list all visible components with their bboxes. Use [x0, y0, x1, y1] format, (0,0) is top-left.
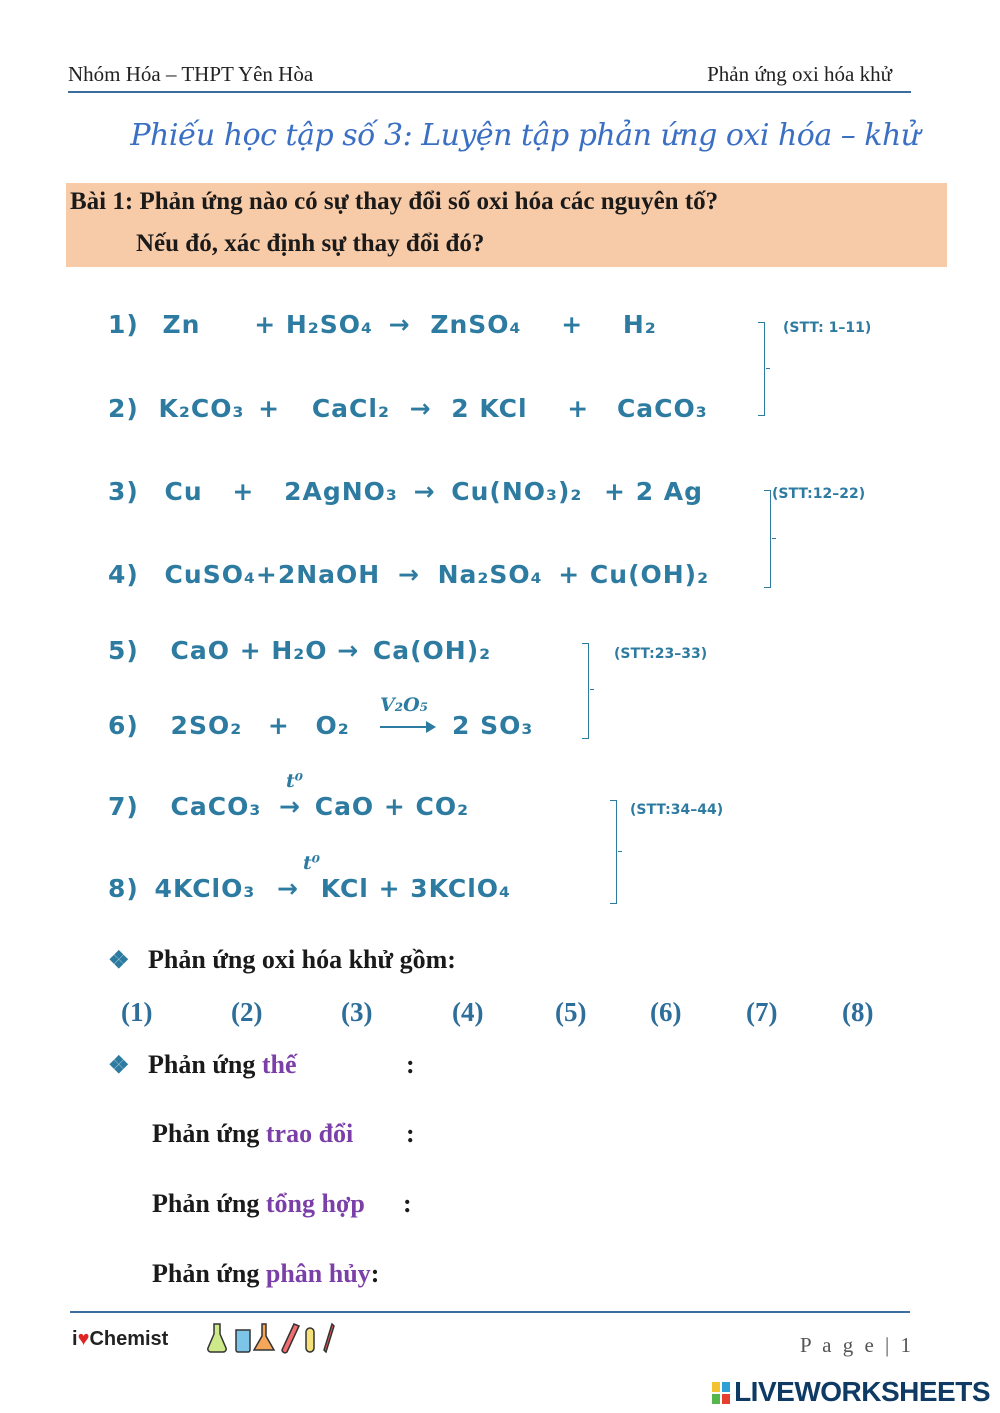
choice-8[interactable]: (8)	[842, 997, 874, 1027]
equation-3	[108, 477, 703, 506]
answer-field-substitution[interactable]	[430, 1052, 910, 1084]
task-line-2: Nếu đó, xác định sự thay đổi đó?	[136, 230, 485, 257]
page-number: P a g e | 1	[800, 1333, 914, 1357]
lab-equipment-icon	[206, 1320, 346, 1356]
reactant: 4KClO₃	[154, 874, 256, 903]
liveworksheets-brand	[712, 1376, 990, 1408]
type-row-synthesis	[152, 1189, 365, 1219]
logo-text: Chemist	[89, 1328, 169, 1350]
group-label-4: (STT:34–44)	[630, 802, 724, 818]
plus-sign: +	[267, 711, 290, 740]
product: Cu(NO₃)₂	[451, 477, 583, 506]
reactant: CaCl₂	[311, 394, 390, 423]
equation-2	[108, 394, 708, 423]
equation-1	[108, 310, 657, 339]
group-bracket-3	[582, 643, 589, 739]
plus-sign: +	[561, 310, 584, 339]
reactant: K₂CO₃	[158, 394, 245, 423]
reaction-arrow: →	[277, 874, 299, 903]
type-prefix: Phản ứng	[152, 1119, 266, 1148]
heat-label: t⁰	[286, 770, 304, 792]
question-heading	[108, 945, 456, 975]
group-label-1: (STT: 1–11)	[783, 320, 872, 336]
choice-1[interactable]: (1)	[121, 997, 153, 1027]
equation-4	[108, 560, 709, 589]
type-colon: :	[403, 1189, 412, 1218]
choice-3[interactable]: (3)	[341, 997, 373, 1027]
heat-label: t⁰	[303, 852, 321, 874]
product: H₂	[622, 310, 657, 339]
type-keyword: phân hủy	[265, 1259, 371, 1288]
answer-field-exchange[interactable]	[430, 1121, 910, 1153]
equation-number: 8)	[108, 874, 139, 903]
group-label-2: (STT:12–22)	[772, 486, 866, 502]
reaction-arrow	[380, 726, 434, 728]
choice-6[interactable]: (6)	[650, 997, 682, 1027]
logo-prefix: i	[72, 1328, 78, 1350]
choice-4[interactable]: (4)	[452, 997, 484, 1027]
liveworksheets-logo-icon	[712, 1382, 730, 1404]
header-left: Nhóm Hóa – THPT Yên Hòa	[68, 62, 314, 86]
product: + 2 Ag	[604, 477, 704, 506]
product: CaCO₃	[616, 394, 708, 423]
product: CaO + CO₂	[314, 792, 470, 821]
equation-number: 7)	[108, 792, 139, 821]
product: 2 SO₃	[452, 711, 534, 740]
group-bracket-4	[610, 800, 617, 904]
group-bracket-2	[764, 490, 771, 588]
product: Na₂SO₄	[437, 560, 543, 589]
equation-number: 2)	[108, 394, 139, 423]
group-label-3: (STT:23–33)	[614, 646, 708, 662]
equation-number: 6)	[108, 711, 139, 740]
type-prefix: Phản ứng	[148, 1050, 262, 1079]
reactants: CuSO₄+2NaOH	[164, 560, 381, 589]
bracket-tick	[772, 538, 776, 539]
diamond-bullet-icon: ❖	[108, 948, 130, 974]
equation-number: 3)	[108, 477, 139, 506]
type-colon: :	[406, 1050, 415, 1079]
bracket-tick	[590, 689, 594, 690]
type-keyword: tổng hợp	[265, 1189, 365, 1218]
diamond-bullet-icon: ❖	[108, 1053, 130, 1079]
chemist-logo	[72, 1328, 168, 1351]
reactant: 2SO₂	[170, 711, 243, 740]
type-keyword: trao đổi	[265, 1119, 354, 1148]
equation-6	[108, 711, 350, 740]
equation-7	[108, 792, 469, 821]
equation-5	[108, 636, 491, 665]
product: KCl + 3KClO₄	[320, 874, 511, 903]
choice-2[interactable]: (2)	[231, 997, 263, 1027]
reaction-arrow: →	[397, 560, 420, 589]
type-row-exchange	[152, 1119, 353, 1149]
type-colon: :	[370, 1259, 380, 1288]
footer-divider	[70, 1311, 910, 1313]
plus-sign: +	[567, 394, 590, 423]
reactant: O₂	[315, 711, 350, 740]
choice-7[interactable]: (7)	[746, 997, 778, 1027]
group-bracket-1	[758, 322, 765, 416]
product: 2 KCl	[451, 394, 528, 423]
answer-field-synthesis[interactable]	[430, 1191, 910, 1223]
type-colon: :	[406, 1119, 415, 1148]
type-row-substitution	[108, 1050, 297, 1080]
equation-number: 4)	[108, 560, 139, 589]
bracket-tick	[766, 368, 770, 369]
bracket-tick	[618, 851, 622, 852]
question-text: Phản ứng oxi hóa khử gồm:	[148, 945, 456, 974]
reaction-arrow: →	[279, 792, 301, 821]
choice-5[interactable]: (5)	[555, 997, 587, 1027]
reactants: CaO + H₂O	[170, 636, 328, 665]
answer-field-decomposition[interactable]	[430, 1261, 910, 1293]
reaction-arrow: →	[337, 636, 360, 665]
product: Ca(OH)₂	[372, 636, 492, 665]
reactant: CaCO₃	[170, 792, 262, 821]
type-keyword: thế	[261, 1050, 297, 1079]
type-row-decomposition	[152, 1259, 379, 1289]
equation-8	[108, 874, 511, 903]
reaction-arrow: →	[413, 477, 436, 506]
product: + Cu(OH)₂	[558, 560, 710, 589]
equation-number: 1)	[108, 310, 139, 339]
product: ZnSO₄	[430, 310, 522, 339]
brand-text: LIVEWORKSHEETS	[734, 1376, 990, 1407]
reactant: 2AgNO₃	[284, 477, 398, 506]
type-prefix: Phản ứng	[152, 1189, 266, 1218]
reactant: Cu	[164, 477, 203, 506]
worksheet-title: Phiếu học tập số 3: Luyện tập phản ứng oxi hóa – khử	[130, 118, 920, 153]
reaction-arrow: →	[409, 394, 432, 423]
catalyst-label: V₂O₅	[380, 694, 428, 716]
plus-sign: +	[258, 394, 281, 423]
reaction-arrow: →	[388, 310, 411, 339]
equation-number: 5)	[108, 636, 139, 665]
reactant: + H₂SO₄	[254, 310, 373, 339]
plus-sign: +	[232, 477, 255, 506]
header-right: Phản ứng oxi hóa khử	[707, 62, 892, 86]
reactant: Zn	[162, 310, 201, 339]
type-prefix: Phản ứng	[152, 1259, 266, 1288]
heart-icon: ♥	[77, 1328, 90, 1350]
header-divider	[68, 91, 911, 93]
task-line-1: Bài 1: Phản ứng nào có sự thay đổi số oxi hóa các nguyên tố?	[70, 188, 719, 215]
